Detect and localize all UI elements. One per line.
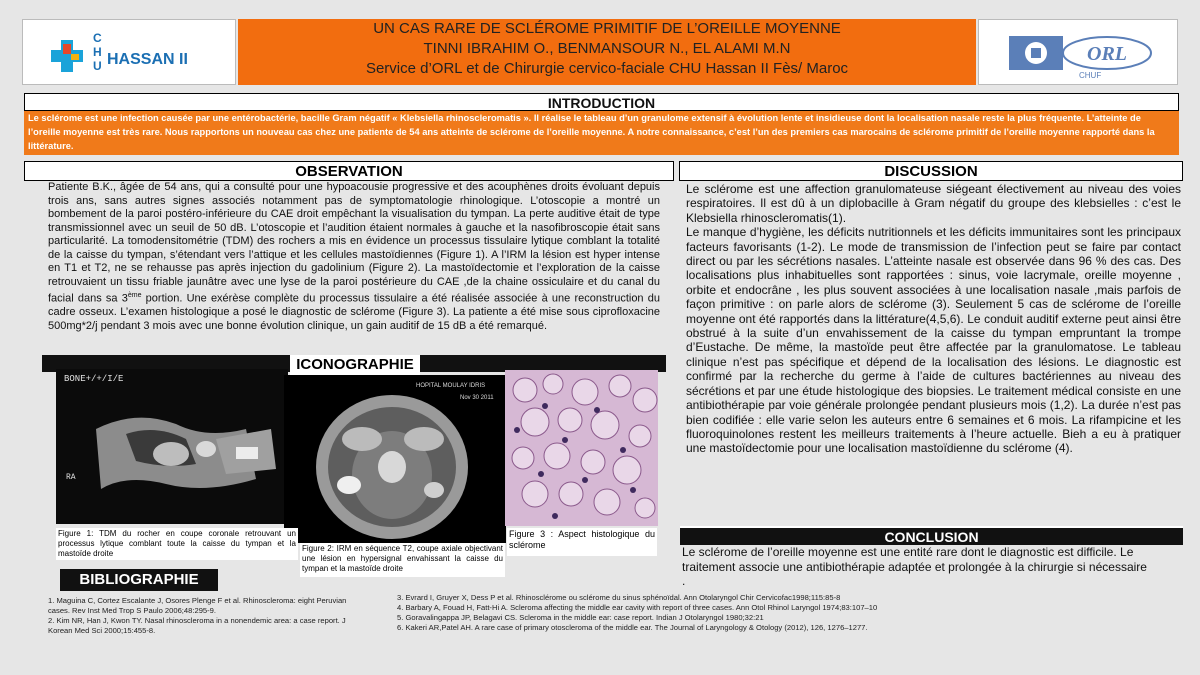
observation-superscript: ème [127,292,142,299]
logo-chu-h: H [93,45,102,59]
logo-chu-u: U [93,59,102,73]
observation-body [48,181,660,333]
reference-item: 6. Kakeri AR,Patel AH. A rare case of primary otoscleroma of the middle ear. The Journal of Laryngology & Otology (2012), 126, 1276–1277. [397,623,868,632]
reference-item: 2. Kim NR, Han J, Kwon TY. Nasal rhinoscleroma in a nonendemic area: a case report. J Korean Med Sci 2000;15:455-8. [48,616,346,635]
conclusion-title: CONCLUSION [680,526,1183,545]
ct-label: BONE+/+/I/E [64,374,124,384]
poster-title: UN CAS RARE DE SCLÉROME PRIMITIF DE L’OREILLE MOYENNE [373,20,841,37]
bibliographie-title: BIBLIOGRAPHIE [60,569,218,591]
chu-logo-icon [23,20,237,86]
discussion-title: DISCUSSION [679,161,1183,181]
orl-logo [978,19,1178,85]
orl-logo-sub: CHUF [1079,71,1102,80]
orl-logo-icon [979,20,1179,86]
introduction-title: INTRODUCTION [24,93,1179,111]
iconographie-title: ICONOGRAPHIE [290,355,420,375]
poster-affiliation: Service d’ORL et de Chirurgie cervico-faciale CHU Hassan II Fès/ Maroc [365,60,849,77]
orl-logo-text: ORL [1087,43,1127,65]
reference-item: 5. Goravalingappa JP, Belagavi CS. Scleroma in the middle ear: case report. Indian J Otolaryngol 1980;32:21 [397,613,764,622]
ct-scan-image [56,369,288,524]
figure-1-caption: Figure 1: TDM du rocher en coupe coronale retrouvant un processus lytique comblant toute la caisse du tympan et la mastoïde droite [58,529,296,558]
histology-image [505,370,658,526]
discussion-body: Le sclérome est une affection granulomateuse siégeant électivement au niveau des voies respiratoires. Il est dû à un diplobacille à Gram négatif du groupe des klebsielles : c’est le Klebsiella rhinoscleromatis(1). Le manque d’hygiène, les déficits nutritionnels et les déficits immunitaires sont les principaux facteurs favorisants (1-2). Le mode de transmission de l’infection peut se faire par contact direct ou par les sécrétions nasales. L’atteinte nasale est observée dans 96 % des cas. Des localisations plus inhabituelles sont rapportées : sinus, voie lacrymale, oreille moyenne , orbite et endocrâne , les plus souvent associées à une localisation nasale ,mais parfois de façon primitive : on parle alors de sclérome (3). Seulement 5 cas de sclérome de l’oreille moyenne ont été rapportés dans la littérature(4,5,6). Le conduit auditif externe peut ainsi être obstrué à la suite d’un envahissement de la caisse du tympan empruntant la trompe d’Eustache. De même, la mastoïde peut être affectée par la granulomatose. Le tableau clinique n’est pas spécifique et dépend de la localisation des lésions. Le diagnostic est confirmé par la recherche du germe à l’aide de cultures bactériennes au niveau des sécrétions et par une étude histologique des biopsies. Le traitement médical consiste en une antibiothérapie par voie générale prolongée pendant plusieurs mois (1,2). La durée n’est pas bien codifiée : elle varie selon les auteurs entre 6 semaines et 6 mois. La rifampicine et les fluoroquinolones restent les meilleurs traitements à l’heure actuelle. Bieh a eu à pratiquer une mastoïdectomie pour une localisation mastoïdienne du sclérome (4). [686,182,1181,456]
mri-image [284,375,506,543]
figure-3-caption: Figure 3 : Aspect histologique du sclérome [507,528,657,556]
conclusion-body: Le sclérome de l’oreille moyenne est une entité rare dont le diagnostic est difficile. Le traitement associe une antibiothérapie adaptée et prolongée à la chirurgie si nécessaire . [682,545,1147,588]
poster-authors: TINNI IBRAHIM O., BENMANSOUR N., EL ALAMI M.N [423,40,791,57]
poster-header [238,19,976,85]
observation-title: OBSERVATION [24,161,674,181]
reference-item: 3. Evrard I, Gruyer X, Dess P et al. Rhinosclérome ou sclérome du sinus sphénoïdal. Ann Otolaryngol Chir Cervicofac1998;115:85-8 [397,593,841,602]
mri-date-label: Nov 30 2011 [460,395,494,401]
reference-item: 4. Barbary A, Fouad H, Fatt-Hi A. Scleroma affecting the middle ear cavity with report of three cases. Ann Otol Rhinol Laryngol 1974;83:107–10 [397,603,878,612]
chu-hassan-logo [22,19,236,85]
mri-hospital-label: HOPITAL MOULAY IDRIS [416,383,486,389]
introduction-body: Le sclérome est une infection causée par une entérobactérie, bacille Gram négatif « Klebsiella rhinoscleromatis ». Il réalise le tableau d’un granulome extensif à évolution lente et insidieuse dont la localisation nasale reste la plus fréquente. L’atteinte de l’oreille moyenne est très rare. Nous rapportons un nouveau cas chez une patiente de 54 ans atteinte de sclérome de l’oreille moyenne. A notre connaissance, c’est l’un des premiers cas marocains de sclérome primitif de l’oreille moyenne rapporté dans la littérature. [24,111,1179,155]
reference-item: 1. Maguina C, Cortez Escalante J, Osores Plenge F et al. Rhinoscleroma: eight Peruvian cases. Rev Inst Med Trop S Paulo 2006;48:295-9. [48,596,347,615]
bibliographie-right-column [397,593,957,633]
logo-hassan-text: HASSAN II [107,51,188,68]
logo-chu-c: C [93,31,102,45]
ct-side-label: RA [66,473,76,482]
figure-2-caption: Figure 2: IRM en séquence T2, coupe axiale objectivant une lésion en hypersignal envahissant la caisse du tympan et la mastoïde droite [300,543,505,577]
observation-body-part2: portion. Une exérèse complète du processus tissulaire a été réalisée associée à une reconstruction du cadre osseux. L’examen histologique a posé le diagnostic de sclérome (Figure 3). La patiente a été mise sous ciprofloxacine 500mg*2/j pendant 3 mois avec une bonne évolution clinique, un gain auditif de 15 dB a été remarqué. [48,292,660,332]
observation-body-part1: Patiente B.K., âgée de 54 ans, qui a consulté pour une hypoacousie progressive et des acouphènes droits évoluant depuis trois ans, sans autres signes associés notamment pas de symptomatologie rhinologique. L’otoscopie a montré un bombement de la paroi postéro-inférieure du CAE droit empêchant la visualisation du tympan. La perte auditive était de type transmissionnel avec un seuil de 50 dB. L’otoscopie et l’audition étaient normales à gauche et la nasofibroscopie était sans particularité. La tomodensitométrie (TDM) des rochers a mis en évidence un processus tissulaire lytique comblant la totalité de la caisse du tympan, s’étendant vers l’attique et les cellules mastoïdiennes (Figure 1). A l’IRM la lésion est hyper intense en T1 et T2, ne se rehausse pas après injection du gadolinium (Figure 2). La mastoïdectomie et l’exploration de la caisse retrouvaient un tissu friable jaunâtre avec une lyse de la paroi postérieure du CAE ,de la chaine ossiculaire et du canal du facial dans sa 3 [48,181,660,305]
bibliographie-left-column [48,596,368,636]
